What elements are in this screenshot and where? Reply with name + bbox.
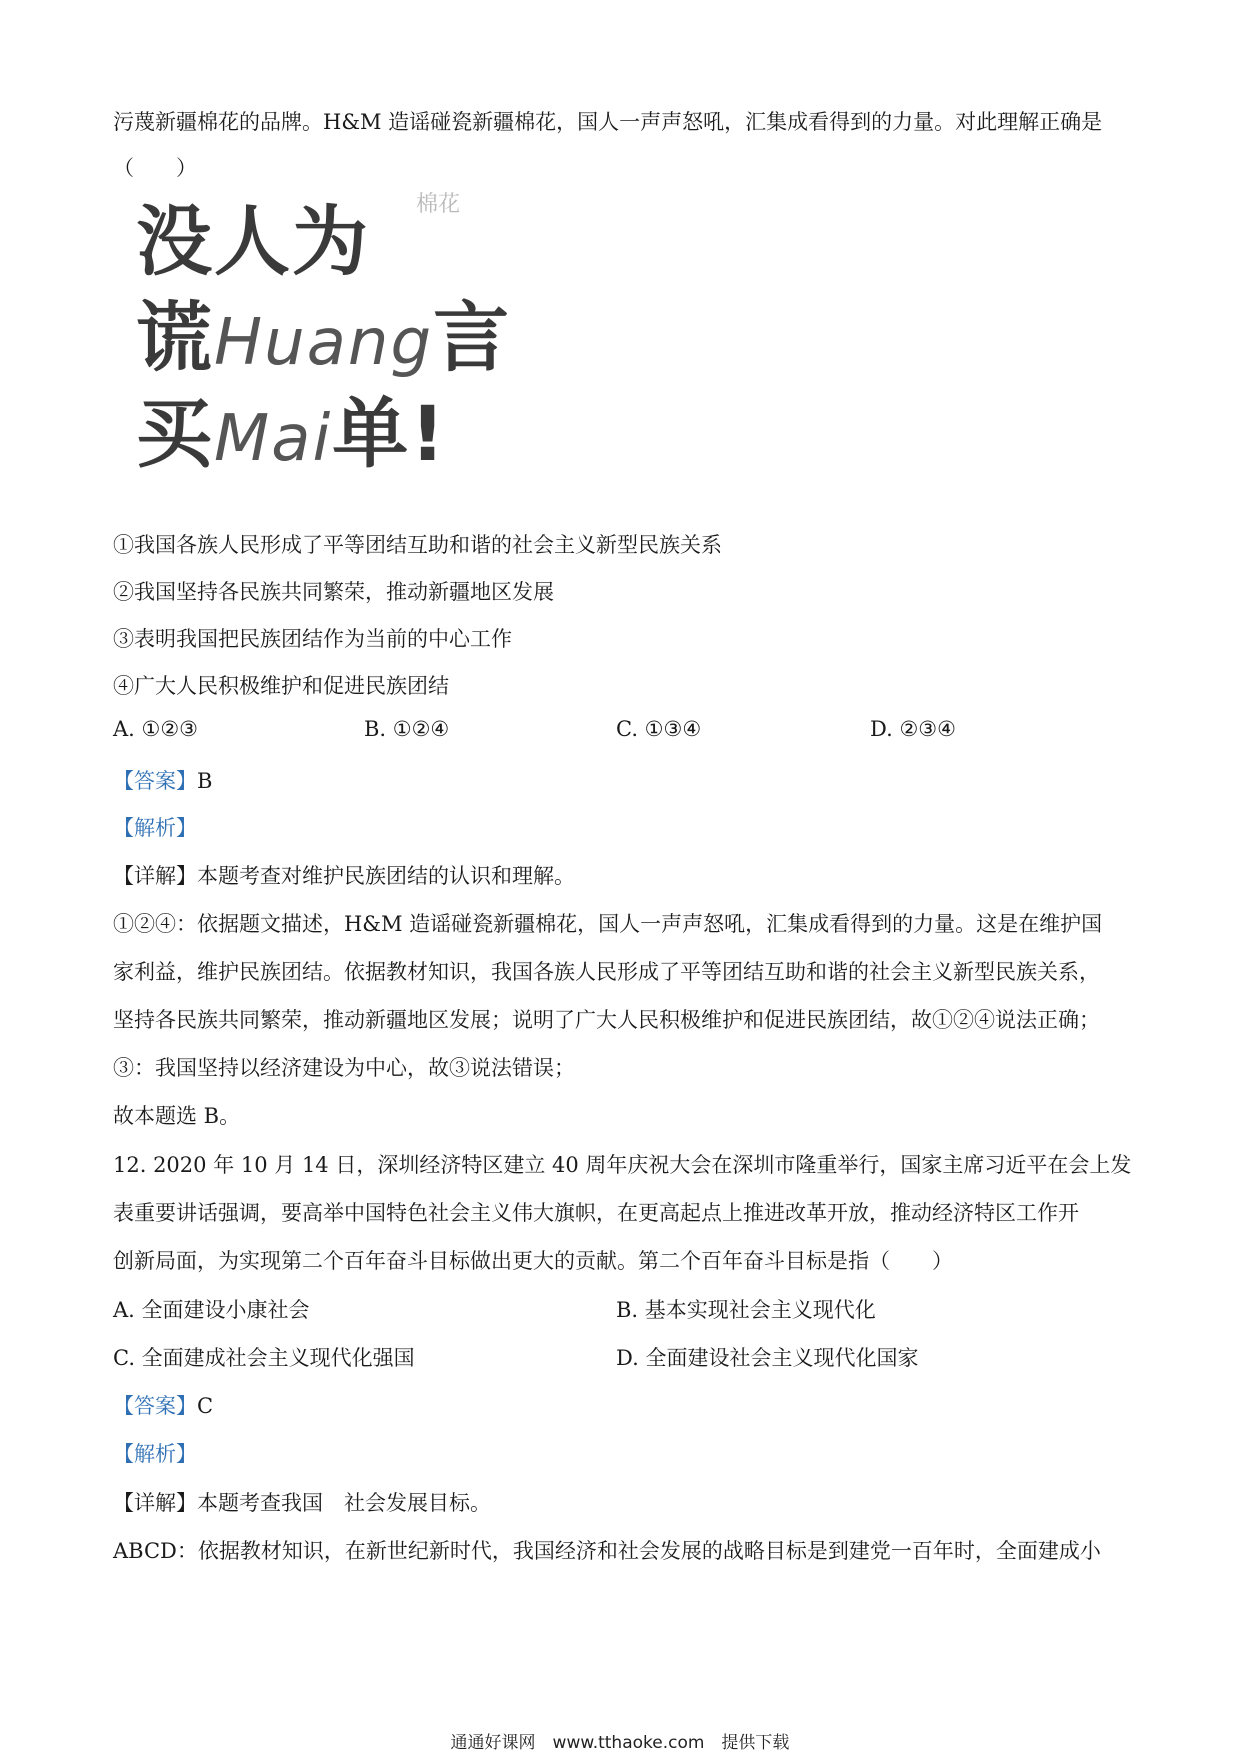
q12-answer-value: C [197,1394,214,1418]
detail-line-4: ③：我国坚持以经济建设为中心，故③说法错误； [113,1056,575,1080]
option-c: C. ①③④ [616,717,702,741]
answer-line [113,765,212,795]
q12-option-a: A. 全面建设小康社会 [113,1298,310,1322]
page-footer: 通通好课网 www.tthaoke.com 提供下载 [450,1733,790,1753]
poster-line-2: 谎Huang言 [136,293,512,382]
detail-label: 【详解】 [113,864,197,888]
q12-option-c: C. 全面建成社会主义现代化强国 [113,1346,415,1370]
answer-label: 【答案】 [113,769,197,793]
detail-line-5: 故本题选 B。 [113,1104,241,1128]
detail-line-3: 坚持各民族共同繁荣，推动新疆地区发展；说明了广大人民积极维护和促进民族团结，故①②④说法正确； [113,1008,1100,1032]
detail-intro-line [113,860,575,890]
q12-answer-line [113,1390,213,1420]
detail-intro: 本题考查对维护民族团结的认识和理解。 [197,864,575,888]
statement-3: ③表明我国把民族团结作为当前的中心工作 [113,627,512,651]
q12-line-1: 12. 2020 年 10 月 14 日，深圳经济特区建立 40 周年庆祝大会在深圳市隆重举行，国家主席习近平在会上发 [113,1153,1132,1177]
q12-detail-label: 【详解】 [113,1491,197,1515]
poster-line-3: 买Mai单! [136,389,447,478]
q12-detail-intro-line [113,1487,491,1517]
q12-line-2: 表重要讲话强调，要高举中国特色社会主义伟大旗帜，在更高起点上推进改革开放，推动经济特区工作开 [113,1201,1079,1225]
detail-line-2: 家利益，维护民族团结。依据教材知识，我国各族人民形成了平等团结互助和谐的社会主义新型民族关系， [113,960,1100,984]
q12-analysis-label: 【解析】 [113,1442,197,1466]
poster-smudge-text: 棉花 [416,192,461,217]
q12-line-3: 创新局面，为实现第二个百年奋斗目标做出更大的贡献。第二个百年奋斗目标是指（ ） [113,1249,953,1273]
detail-line-1: ①②④：依据题文描述，H&M 造谣碰瓷新疆棉花，国人一声声怒吼，汇集成看得到的力量。这是在维护国 [113,912,1103,936]
answer-value: B [197,769,213,793]
question-intro-line-2: （ ） [113,156,197,180]
analysis-label: 【解析】 [113,816,197,840]
option-d: D. ②③④ [870,717,956,741]
option-b: B. ①②④ [364,717,450,741]
q12-detail-line: ABCD：依据教材知识，在新世纪新时代，我国经济和社会发展的战略目标是到建党一百年时，全面建成小 [113,1539,1101,1563]
q12-detail-intro: 本题考查我国 社会发展目标。 [197,1491,491,1515]
q12-answer-label: 【答案】 [113,1394,197,1418]
question-intro-line-1: 污蔑新疆棉花的品牌。H&M 造谣碰瓷新疆棉花，国人一声声怒吼，汇集成看得到的力量。对此理解正确是 [113,110,1103,134]
q12-option-b: B. 基本实现社会主义现代化 [616,1298,876,1322]
statement-4: ④广大人民积极维护和促进民族团结 [113,674,449,698]
q12-option-d: D. 全面建设社会主义现代化国家 [616,1346,919,1370]
poster-line-1: 没人为 [136,197,370,286]
statement-1: ①我国各族人民形成了平等团结互助和谐的社会主义新型民族关系 [113,533,722,557]
statement-2: ②我国坚持各民族共同繁荣，推动新疆地区发展 [113,580,554,604]
slogan-poster-image [136,192,536,505]
option-a: A. ①②③ [113,717,198,741]
